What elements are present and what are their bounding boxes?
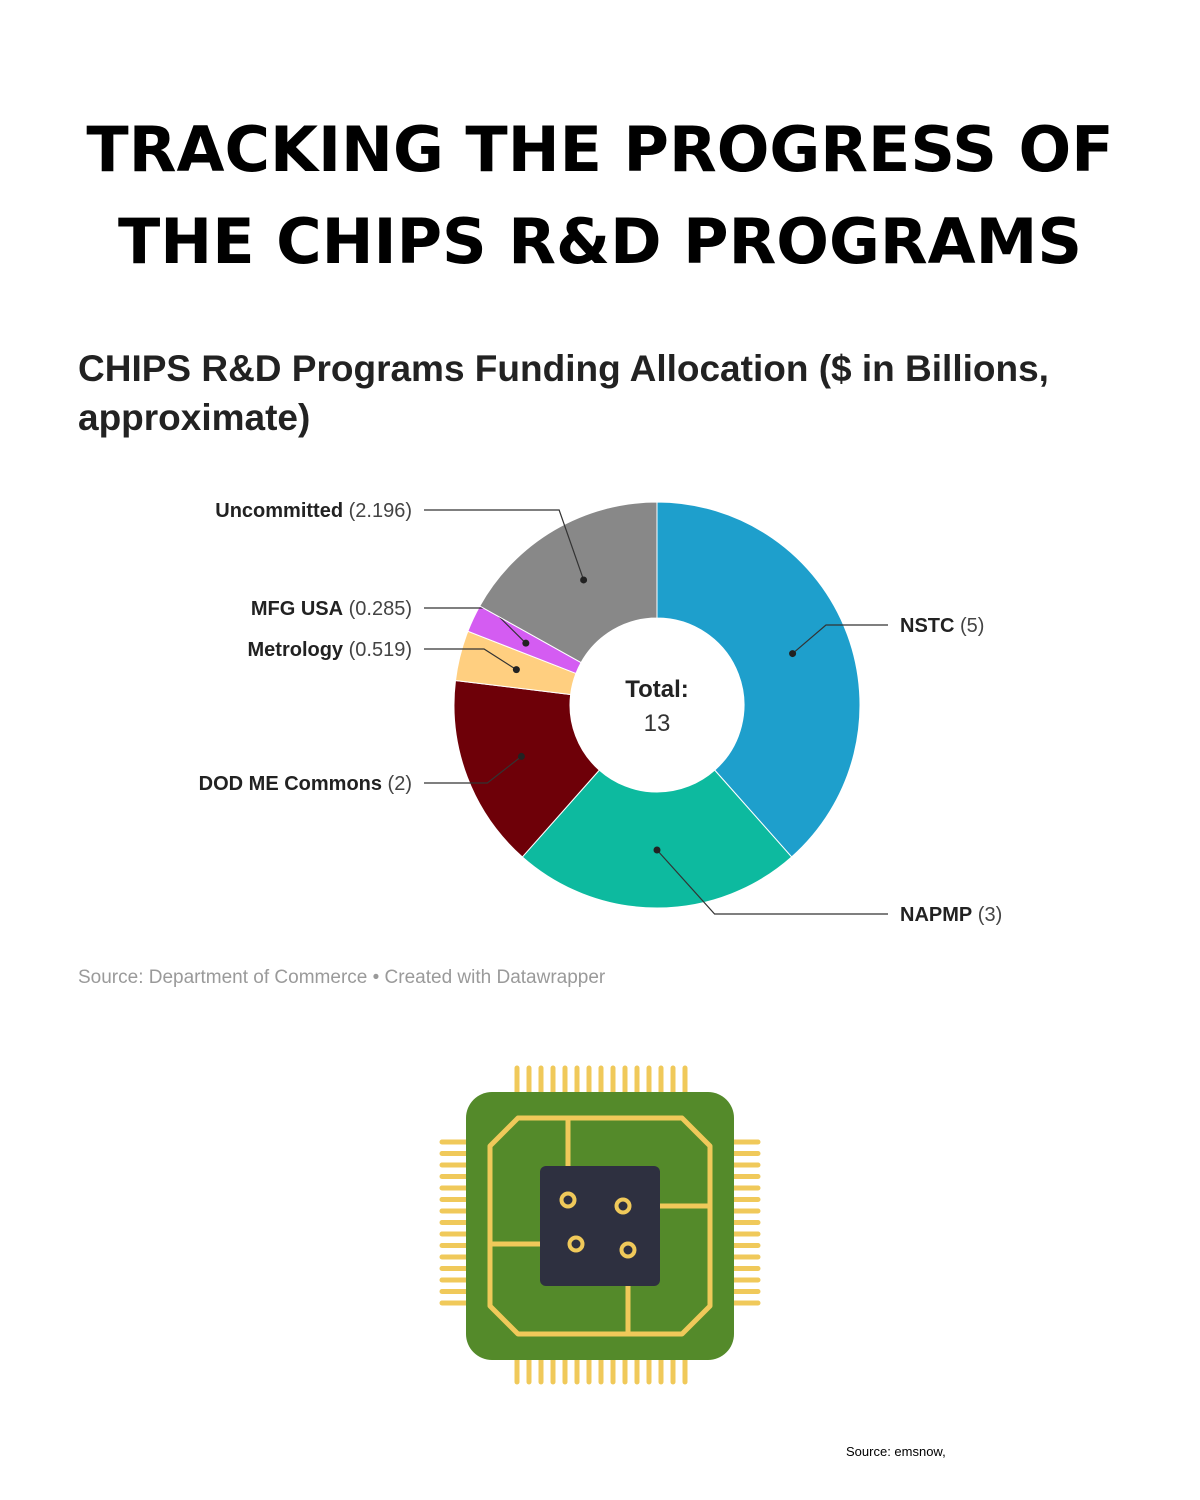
slice-label: NAPMP (3) (900, 904, 1003, 926)
leader-dot (580, 576, 587, 583)
chart-source: Source: Department of Commerce • Created with Datawrapper (78, 967, 606, 988)
donut-chart (0, 470, 1200, 950)
headline-line-1: TRACKING THE PROGRESS OF (86, 113, 1114, 186)
slice-label: NSTC (5) (900, 615, 985, 637)
headline-line-2: THE CHIPS R&D PROGRAMS (118, 205, 1082, 278)
leader-dot (654, 847, 661, 854)
donut-center-value: 13 (643, 710, 671, 737)
slice-label: DOD ME Commons (2) (198, 773, 412, 795)
slice-label: Metrology (0.519) (247, 639, 412, 661)
donut-center-label: Total: (625, 676, 689, 703)
leader-dot (522, 640, 529, 647)
chart-title: CHIPS R&D Programs Funding Allocation ($ in Billions, approximate) (78, 348, 1049, 438)
microchip-icon (430, 1060, 770, 1390)
slice-label: MFG USA (0.285) (250, 598, 412, 620)
leader-dot (513, 666, 520, 673)
headline (0, 104, 1200, 288)
page-source: Source: emsnow, (846, 1444, 946, 1459)
slice-label: Uncommitted (2.196) (215, 500, 412, 522)
leader-dot (789, 650, 796, 657)
leader-dot (518, 753, 525, 760)
